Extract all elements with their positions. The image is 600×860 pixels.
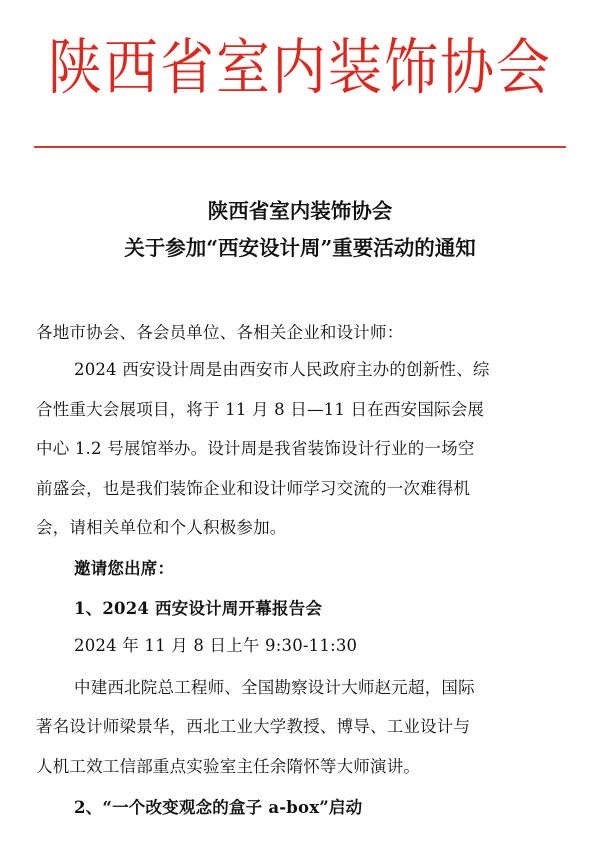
salutation: 各地市协会、各会员单位、各相关企业和设计师： [36,323,404,342]
intro-line-4: 前盛会，也是我们装饰企业和设计师学习交流的一次难得机 [36,479,471,498]
notice-title-line-1: 陕西省室内装饰协会 [207,199,393,223]
intro-line-5: 会，请相关单位和个人积极参加。 [36,518,287,537]
invite-heading: 邀请您出席： [74,559,175,578]
intro-line-1: 2024 西安设计周是由西安市人民政府主办的创新性、综 [74,360,490,379]
intro-line-2: 合性重大会展项目，将于 11 月 8 日—11 日在西安国际会展 [36,400,485,419]
letterhead-divider [34,146,566,148]
item-2-title: 2、“一个改变观念的盒子 a-box”启动 [74,798,363,817]
item-1-desc-line-3: 人机工效工信部重点实验室主任余隋怀等大师演讲。 [36,757,421,776]
org-letterhead: 陕西省室内装饰协会 [48,32,552,103]
item-1-title: 1、2024 西安设计周开幕报告会 [74,599,323,618]
notice-title-line-2: 关于参加“西安设计周”重要活动的通知 [124,236,476,260]
item-1-desc-line-1: 中建西北院总工程师、全国勘察设计大师赵元超，国际 [74,678,475,697]
item-1-desc-line-2: 著名设计师梁景华，西北工业大学教授、博导、工业设计与 [36,717,471,736]
intro-line-3: 中心 1.2 号展馆举办。设计周是我省装饰设计行业的一场空 [36,439,475,458]
item-1-time: 2024 年 11 月 8 日上午 9:30-11:30 [74,636,358,655]
